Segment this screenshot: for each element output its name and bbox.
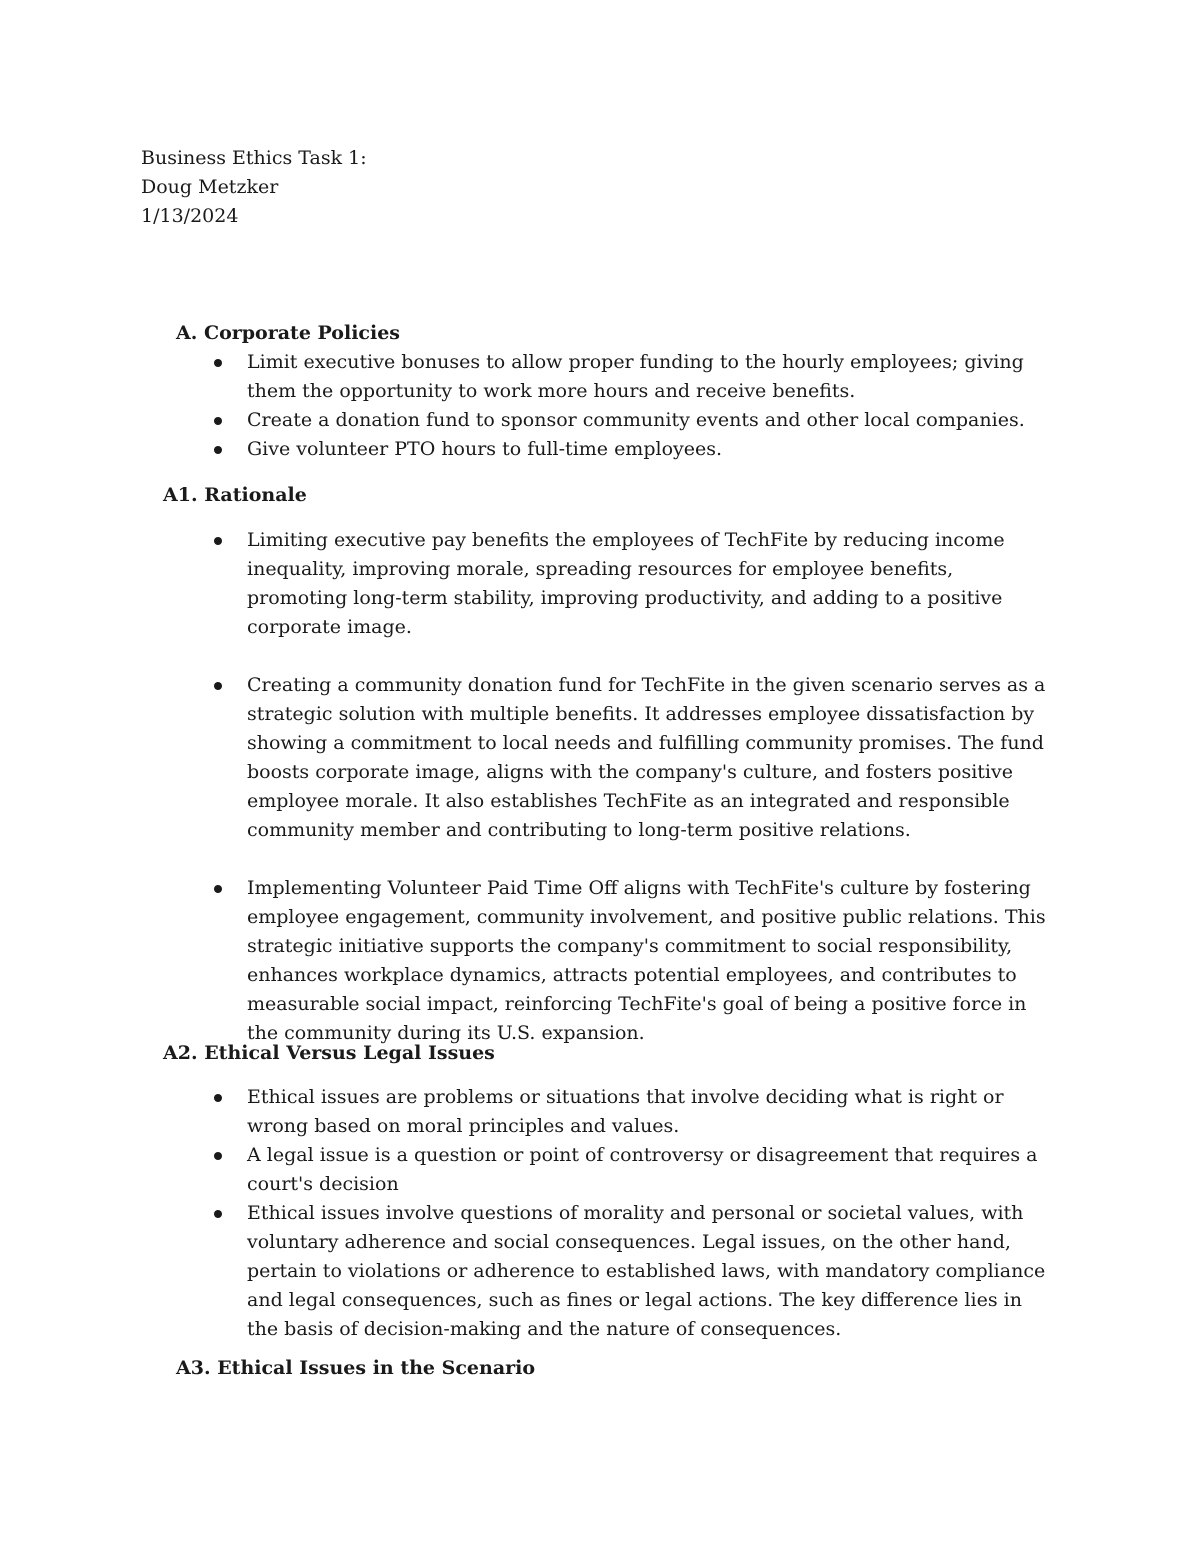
section-heading-ethical-issues-scenario: A3. Ethical Issues in the Scenario (176, 1357, 536, 1379)
document-date: 1/13/2024 (141, 205, 239, 227)
list-item: Limit executive bonuses to allow proper funding to the hourly employees; giving them the opportunity to work more hours and receive benefits. (214, 348, 1054, 406)
document-title: Business Ethics Task 1: (141, 147, 367, 169)
list-item: Give volunteer PTO hours to full-time employees. (214, 435, 1054, 464)
rationale-list (214, 526, 1054, 1048)
list-item: Ethical issues involve questions of morality and personal or societal values, with voluntary adherence and social consequences. Legal issues, on the other hand, pertain to violations or adherence to established laws, with mandatory compliance and legal consequences, such as fines or legal actions. The key difference lies in the basis of decision-making and the nature of consequences. (214, 1199, 1054, 1344)
document-header (141, 144, 367, 231)
ethical-vs-legal-list (214, 1083, 1054, 1344)
list-item: Implementing Volunteer Paid Time Off aligns with TechFite's culture by fostering employee engagement, community involvement, and positive public relations. This strategic initiative supports the company's commitment to social responsibility, enhances workplace dynamics, attracts potential employees, and contributes to measurable social impact, reinforcing TechFite's goal of being a positive force in the community during its U.S. expansion. (214, 874, 1054, 1048)
author-name: Doug Metzker (141, 176, 279, 198)
list-item: Create a donation fund to sponsor community events and other local companies. (214, 406, 1054, 435)
list-item: Ethical issues are problems or situations that involve deciding what is right or wrong based on moral principles and values. (214, 1083, 1054, 1141)
corporate-policies-list (214, 348, 1054, 464)
list-item: Limiting executive pay benefits the employees of TechFite by reducing income inequality, improving morale, spreading resources for employee benefits, promoting long-term stability, improving productivity, and adding to a positive corporate image. (214, 526, 1054, 642)
section-heading-rationale: A1. Rationale (163, 484, 307, 506)
list-item: Creating a community donation fund for TechFite in the given scenario serves as a strategic solution with multiple benefits. It addresses employee dissatisfaction by showing a commitment to local needs and fulfilling community promises. The fund boosts corporate image, aligns with the company's culture, and fosters positive employee morale. It also establishes TechFite as an integrated and responsible community member and contributing to long-term positive relations. (214, 671, 1054, 845)
section-heading-ethical-vs-legal: A2. Ethical Versus Legal Issues (163, 1042, 495, 1064)
section-heading-corporate-policies: A. Corporate Policies (176, 322, 400, 344)
list-item: A legal issue is a question or point of controversy or disagreement that requires a court's decision (214, 1141, 1054, 1199)
